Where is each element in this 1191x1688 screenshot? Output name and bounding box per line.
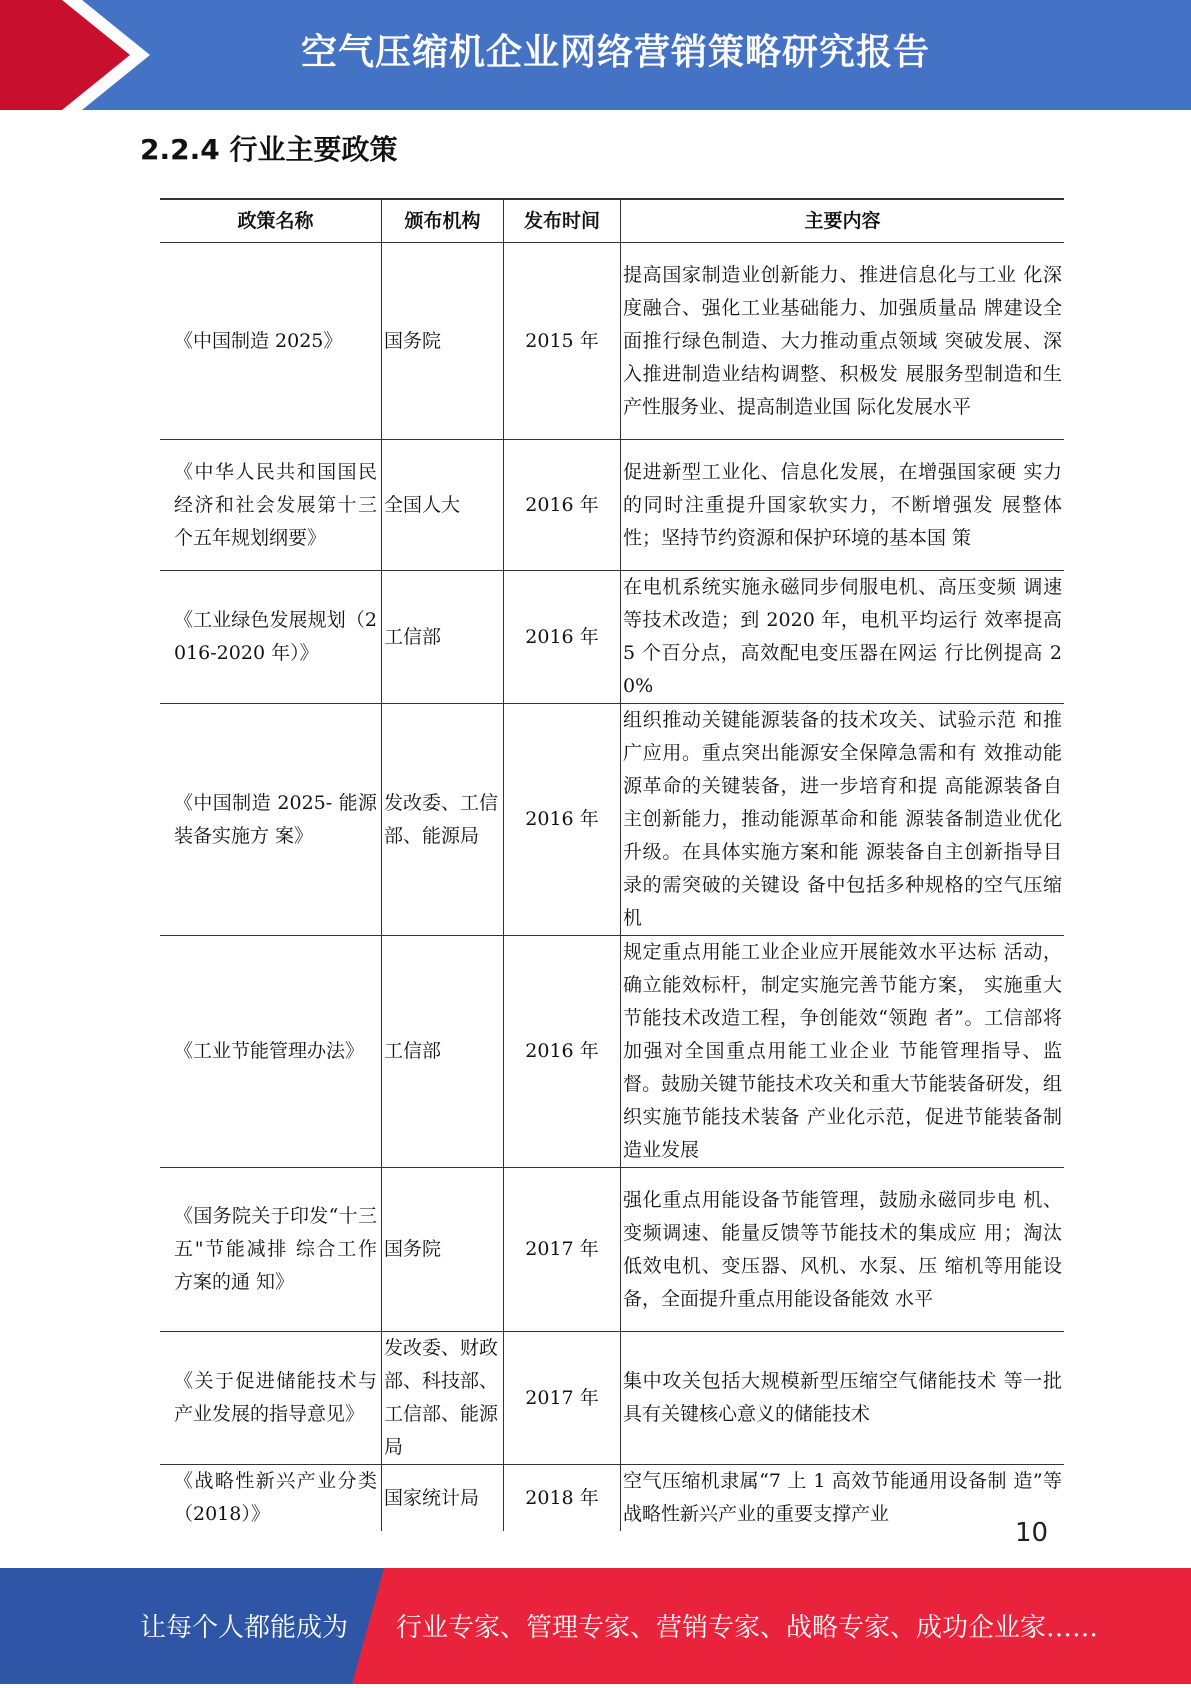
header-banner — [0, 0, 1191, 110]
table-row — [160, 1168, 1064, 1332]
table-row — [160, 440, 1064, 571]
footer-slogan-right: 行业专家、管理专家、营销专家、战略专家、成功企业家…… — [396, 1613, 1099, 1643]
main-content: 组织推动关键能源装备的技术攻关、试验示范 和推广应用。重点突出能源安全保障急需和有 效推动能源革命的关键装备，进一步培育和提 高能源装备自主创新能力，推动能源革命和能 源装备制造业优化升级。在具体实施方案和能 源装备自主创新指导目录的需突破的关键设 备中包括多种规格的空气压缩机 — [621, 704, 1065, 936]
main-content: 在电机系统实施永磁同步伺服电机、高压变频 调速等技术改造；到 2020 年，电机平均运行 效率提高 5 个百分点，高效配电变压器在网运 行比例提高 20% — [621, 571, 1065, 704]
header-issuing-body: 颁布机构 — [382, 199, 504, 243]
policy-name: 《中国制造 2025- 能源装备实施方 案》 — [160, 704, 382, 936]
page-number: 10 — [1015, 1518, 1049, 1548]
table-row — [160, 1332, 1064, 1465]
table-row — [160, 243, 1064, 440]
main-content: 规定重点用能工业企业应开展能效水平达标 活动，确立能效标杆，制定实施完善节能方案， 实施重大节能技术改造工程，争创能效“领跑 者”。工信部将加强对全国重点用能工业企业 节能管理指导、监督。鼓励关键节能技术攻关和重大节能装备研发，组织实施节能技术装备 产业化示范，促进节能装备制造业发展 — [621, 936, 1065, 1168]
policy-table — [160, 198, 1064, 1531]
header-main-content: 主要内容 — [621, 199, 1065, 243]
policy-name: 《工业节能管理办法》 — [160, 936, 382, 1168]
issuing-body: 发改委、财政部、科技部、工信部、能源局 — [382, 1332, 504, 1465]
main-content: 空气压缩机隶属“7 上 1 高效节能通用设备制 造”等战略性新兴产业的重要支撑产业 — [621, 1465, 1065, 1532]
table-row — [160, 704, 1064, 936]
footer-slogan-left: 让每个人都能成为 — [140, 1613, 349, 1643]
header-release-date: 发布时间 — [504, 199, 621, 243]
section-heading: 2.2.4 行业主要政策 — [140, 133, 398, 166]
issuing-body: 国家统计局 — [382, 1465, 504, 1532]
footer-banner — [0, 1568, 1191, 1684]
issuing-body: 全国人大 — [382, 440, 504, 571]
main-content: 强化重点用能设备节能管理，鼓励永磁同步电 机、变频调速、能量反馈等节能技术的集成应 用；淘汰低效电机、变压器、风机、水泵、压 缩机等用能设备，全面提升重点用能设备能效 水平 — [621, 1168, 1065, 1332]
report-title: 空气压缩机企业网络营销策略研究报告 — [300, 32, 930, 73]
header-policy-name: 政策名称 — [160, 199, 382, 243]
main-content: 提高国家制造业创新能力、推进信息化与工业 化深度融合、强化工业基础能力、加强质量品 牌建设全面推行绿色制造、大力推动重点领域 突破发展、深入推进制造业结构调整、积极发 展服务型制造和生产性服务业、提高制造业国 际化发展水平 — [621, 243, 1065, 440]
release-date: 2016 年 — [504, 440, 621, 571]
release-date: 2015 年 — [504, 243, 621, 440]
policy-name: 《中华人民共和国国民经济和社会发展第十三个五年规划纲要》 — [160, 440, 382, 571]
policy-name: 《中国制造 2025》 — [160, 243, 382, 440]
main-content: 集中攻关包括大规模新型压缩空气储能技术 等一批具有关键核心意义的储能技术 — [621, 1332, 1065, 1465]
release-date: 2016 年 — [504, 936, 621, 1168]
issuing-body: 国务院 — [382, 243, 504, 440]
table-row — [160, 936, 1064, 1168]
table-header-row — [160, 199, 1064, 243]
policy-name: 《关于促进储能技术与产业发展的指导意见》 — [160, 1332, 382, 1465]
release-date: 2018 年 — [504, 1465, 621, 1532]
issuing-body: 工信部 — [382, 936, 504, 1168]
release-date: 2016 年 — [504, 571, 621, 704]
main-content: 促进新型工业化、信息化发展，在增强国家硬 实力的同时注重提升国家软实力，不断增强发 展整体性；坚持节约资源和保护环境的基本国 策 — [621, 440, 1065, 571]
policy-name: 《工业绿色发展规划（2016-2020 年）》 — [160, 571, 382, 704]
table-row — [160, 571, 1064, 704]
release-date: 2016 年 — [504, 704, 621, 936]
table-row — [160, 1465, 1064, 1532]
issuing-body: 国务院 — [382, 1168, 504, 1332]
issuing-body: 发改委、工信部、能源局 — [382, 704, 504, 936]
issuing-body: 工信部 — [382, 571, 504, 704]
header-arrow-decoration — [0, 0, 150, 110]
release-date: 2017 年 — [504, 1168, 621, 1332]
release-date: 2017 年 — [504, 1332, 621, 1465]
policy-name: 《战略性新兴产业分类（2018）》 — [160, 1465, 382, 1532]
policy-name: 《国务院关于印发“十三五"节能减排 综合工作方案的通 知》 — [160, 1168, 382, 1332]
